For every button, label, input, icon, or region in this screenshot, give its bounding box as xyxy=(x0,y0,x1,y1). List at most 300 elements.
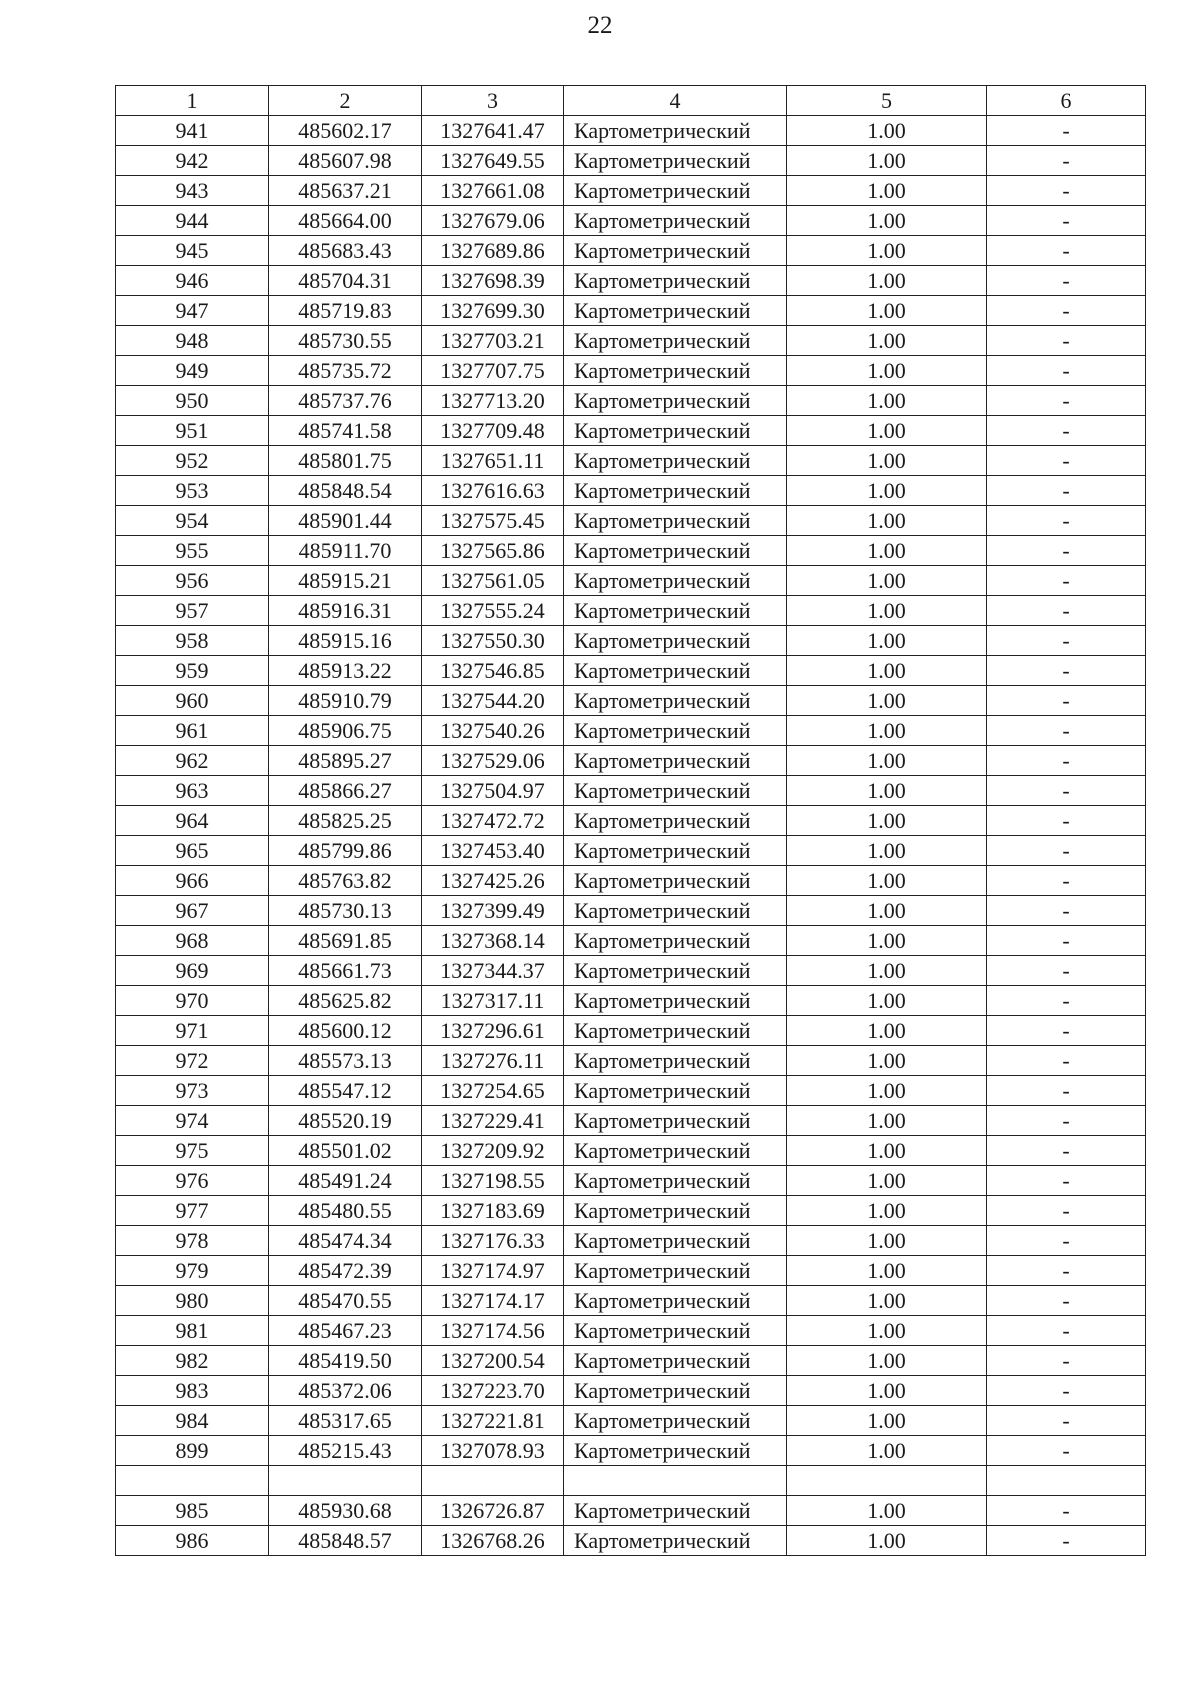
y-coordinate-cell: 1327651.11 xyxy=(422,446,564,476)
point-number-cell: 947 xyxy=(116,296,269,326)
y-coordinate-cell: 1327565.86 xyxy=(422,536,564,566)
header-row xyxy=(116,86,1146,116)
header-cell-4: 4 xyxy=(564,86,787,116)
accuracy-cell: 1.00 xyxy=(787,116,987,146)
method-cell: Картометрический xyxy=(564,926,787,956)
accuracy-cell: 1.00 xyxy=(787,1496,987,1526)
y-coordinate-cell: 1327561.05 xyxy=(422,566,564,596)
note-cell: - xyxy=(987,1226,1146,1256)
accuracy-cell: 1.00 xyxy=(787,326,987,356)
point-number-cell: 952 xyxy=(116,446,269,476)
point-number-cell: 973 xyxy=(116,1076,269,1106)
point-number-cell: 965 xyxy=(116,836,269,866)
x-coordinate-cell: 485910.79 xyxy=(269,686,422,716)
y-coordinate-cell: 1327679.06 xyxy=(422,206,564,236)
y-coordinate-cell: 1327713.20 xyxy=(422,386,564,416)
x-coordinate-cell: 485661.73 xyxy=(269,956,422,986)
x-coordinate-cell: 485637.21 xyxy=(269,176,422,206)
point-number-cell: 955 xyxy=(116,536,269,566)
point-number-cell: 967 xyxy=(116,896,269,926)
note-cell: - xyxy=(987,1346,1146,1376)
note-cell: - xyxy=(987,1016,1146,1046)
point-number-cell: 983 xyxy=(116,1376,269,1406)
x-coordinate-cell: 485600.12 xyxy=(269,1016,422,1046)
x-coordinate-cell: 485799.86 xyxy=(269,836,422,866)
x-coordinate-cell: 485520.19 xyxy=(269,1106,422,1136)
y-coordinate-cell: 1327209.92 xyxy=(422,1136,564,1166)
method-cell: Картометрический xyxy=(564,1256,787,1286)
x-coordinate-cell: 485916.31 xyxy=(269,596,422,626)
table-row xyxy=(116,806,1146,836)
note-cell: - xyxy=(987,776,1146,806)
note-cell: - xyxy=(987,716,1146,746)
point-number-cell: 899 xyxy=(116,1436,269,1466)
x-coordinate-cell: 485625.82 xyxy=(269,986,422,1016)
point-number-cell: 957 xyxy=(116,596,269,626)
accuracy-cell: 1.00 xyxy=(787,986,987,1016)
note-cell: - xyxy=(987,356,1146,386)
x-coordinate-cell: 485215.43 xyxy=(269,1436,422,1466)
method-cell: Картометрический xyxy=(564,176,787,206)
method-cell: Картометрический xyxy=(564,146,787,176)
header-cell-1: 1 xyxy=(116,86,269,116)
x-coordinate-cell: 485906.75 xyxy=(269,716,422,746)
table-row xyxy=(116,1286,1146,1316)
x-coordinate-cell: 485848.54 xyxy=(269,476,422,506)
accuracy-cell: 1.00 xyxy=(787,896,987,926)
table-row xyxy=(116,866,1146,896)
point-number-cell: 966 xyxy=(116,866,269,896)
method-cell: Картометрический xyxy=(564,1076,787,1106)
header-cell-6: 6 xyxy=(987,86,1146,116)
y-coordinate-cell: 1327176.33 xyxy=(422,1226,564,1256)
y-coordinate-cell: 1327699.30 xyxy=(422,296,564,326)
x-coordinate-cell: 485474.34 xyxy=(269,1226,422,1256)
accuracy-cell: 1.00 xyxy=(787,1316,987,1346)
point-number-cell: 948 xyxy=(116,326,269,356)
table-row xyxy=(116,1256,1146,1286)
method-cell: Картометрический xyxy=(564,1136,787,1166)
note-cell: - xyxy=(987,1286,1146,1316)
method-cell: Картометрический xyxy=(564,866,787,896)
table-row xyxy=(116,776,1146,806)
y-coordinate-cell: 1327229.41 xyxy=(422,1106,564,1136)
y-coordinate-cell: 1327540.26 xyxy=(422,716,564,746)
table-row xyxy=(116,1076,1146,1106)
method-cell: Картометрический xyxy=(564,356,787,386)
point-number-cell: 982 xyxy=(116,1346,269,1376)
accuracy-cell: 1.00 xyxy=(787,596,987,626)
point-number-cell: 968 xyxy=(116,926,269,956)
accuracy-cell: 1.00 xyxy=(787,806,987,836)
point-number-cell: 956 xyxy=(116,566,269,596)
point-number-cell: 951 xyxy=(116,416,269,446)
accuracy-cell: 1.00 xyxy=(787,536,987,566)
method-cell: Картометрический xyxy=(564,956,787,986)
point-number-cell: 944 xyxy=(116,206,269,236)
method-cell: Картометрический xyxy=(564,1406,787,1436)
point-number-cell: 960 xyxy=(116,686,269,716)
point-number-cell: 962 xyxy=(116,746,269,776)
accuracy-cell: 1.00 xyxy=(787,236,987,266)
x-coordinate-cell: 485913.22 xyxy=(269,656,422,686)
x-coordinate-cell: 485763.82 xyxy=(269,866,422,896)
table-row xyxy=(116,146,1146,176)
point-number-cell: 959 xyxy=(116,656,269,686)
table-row xyxy=(116,1166,1146,1196)
method-cell: Картометрический xyxy=(564,1376,787,1406)
table-row xyxy=(116,1496,1146,1526)
accuracy-cell: 1.00 xyxy=(787,1136,987,1166)
point-number-cell: 969 xyxy=(116,956,269,986)
table-row xyxy=(116,956,1146,986)
method-cell: Картометрический xyxy=(564,506,787,536)
table-row xyxy=(116,716,1146,746)
y-coordinate-cell: 1327078.93 xyxy=(422,1436,564,1466)
table-row xyxy=(116,896,1146,926)
y-coordinate-cell: 1327544.20 xyxy=(422,686,564,716)
accuracy-cell: 1.00 xyxy=(787,926,987,956)
x-coordinate-cell: 485730.13 xyxy=(269,896,422,926)
accuracy-cell: 1.00 xyxy=(787,746,987,776)
method-cell: Картометрический xyxy=(564,806,787,836)
page-number: 22 xyxy=(587,12,613,39)
accuracy-cell: 1.00 xyxy=(787,1076,987,1106)
table-row xyxy=(116,1406,1146,1436)
y-coordinate-cell: 1327221.81 xyxy=(422,1406,564,1436)
method-cell: Картометрический xyxy=(564,1196,787,1226)
accuracy-cell: 1.00 xyxy=(787,866,987,896)
x-coordinate-cell: 485467.23 xyxy=(269,1316,422,1346)
note-cell: - xyxy=(987,836,1146,866)
note-cell: - xyxy=(987,116,1146,146)
method-cell: Картометрический xyxy=(564,1106,787,1136)
table-row xyxy=(116,1316,1146,1346)
note-cell: - xyxy=(987,866,1146,896)
y-coordinate-cell: 1327504.97 xyxy=(422,776,564,806)
method-cell: Картометрический xyxy=(564,1286,787,1316)
x-coordinate-cell: 485491.24 xyxy=(269,1166,422,1196)
table-row xyxy=(116,986,1146,1016)
method-cell: Картометрический xyxy=(564,1316,787,1346)
x-coordinate-cell: 485704.31 xyxy=(269,266,422,296)
method-cell: Картометрический xyxy=(564,656,787,686)
method-cell: Картометрический xyxy=(564,716,787,746)
table-row xyxy=(116,176,1146,206)
note-cell: - xyxy=(987,236,1146,266)
method-cell: Картометрический xyxy=(564,1496,787,1526)
point-number-cell: 942 xyxy=(116,146,269,176)
accuracy-cell xyxy=(787,1466,987,1496)
accuracy-cell: 1.00 xyxy=(787,1016,987,1046)
table-row xyxy=(116,1136,1146,1166)
method-cell: Картометрический xyxy=(564,686,787,716)
x-coordinate-cell: 485735.72 xyxy=(269,356,422,386)
table-row xyxy=(116,1376,1146,1406)
y-coordinate-cell: 1327472.72 xyxy=(422,806,564,836)
note-cell: - xyxy=(987,296,1146,326)
table-row xyxy=(116,116,1146,146)
method-cell: Картометрический xyxy=(564,1436,787,1466)
table-row xyxy=(116,1466,1146,1496)
method-cell: Картометрический xyxy=(564,1046,787,1076)
x-coordinate-cell: 485683.43 xyxy=(269,236,422,266)
y-coordinate-cell: 1326768.26 xyxy=(422,1526,564,1556)
y-coordinate-cell: 1327550.30 xyxy=(422,626,564,656)
table-row xyxy=(116,266,1146,296)
table-row xyxy=(116,206,1146,236)
accuracy-cell: 1.00 xyxy=(787,296,987,326)
note-cell: - xyxy=(987,206,1146,236)
point-number-cell: 977 xyxy=(116,1196,269,1226)
method-cell: Картометрический xyxy=(564,566,787,596)
table-row xyxy=(116,326,1146,356)
method-cell: Картометрический xyxy=(564,626,787,656)
accuracy-cell: 1.00 xyxy=(787,1286,987,1316)
method-cell: Картометрический xyxy=(564,296,787,326)
note-cell: - xyxy=(987,806,1146,836)
point-number-cell: 941 xyxy=(116,116,269,146)
accuracy-cell: 1.00 xyxy=(787,1046,987,1076)
note-cell: - xyxy=(987,536,1146,566)
table-row xyxy=(116,386,1146,416)
table-row xyxy=(116,296,1146,326)
y-coordinate-cell: 1327183.69 xyxy=(422,1196,564,1226)
note-cell: - xyxy=(987,1166,1146,1196)
note-cell: - xyxy=(987,686,1146,716)
note-cell: - xyxy=(987,266,1146,296)
table-row xyxy=(116,686,1146,716)
point-number-cell: 976 xyxy=(116,1166,269,1196)
y-coordinate-cell: 1327399.49 xyxy=(422,896,564,926)
header-cell-3: 3 xyxy=(422,86,564,116)
coordinates-table xyxy=(115,85,1146,1556)
point-number-cell: 963 xyxy=(116,776,269,806)
y-coordinate-cell: 1327198.55 xyxy=(422,1166,564,1196)
x-coordinate-cell: 485472.39 xyxy=(269,1256,422,1286)
header-cell-5: 5 xyxy=(787,86,987,116)
note-cell: - xyxy=(987,986,1146,1016)
y-coordinate-cell: 1327344.37 xyxy=(422,956,564,986)
note-cell: - xyxy=(987,746,1146,776)
accuracy-cell: 1.00 xyxy=(787,1376,987,1406)
table-row xyxy=(116,1196,1146,1226)
accuracy-cell: 1.00 xyxy=(787,1406,987,1436)
point-number-cell: 949 xyxy=(116,356,269,386)
method-cell: Картометрический xyxy=(564,1346,787,1376)
point-number-cell: 972 xyxy=(116,1046,269,1076)
y-coordinate-cell: 1327661.08 xyxy=(422,176,564,206)
table-row xyxy=(116,626,1146,656)
accuracy-cell: 1.00 xyxy=(787,656,987,686)
method-cell: Картометрический xyxy=(564,386,787,416)
method-cell xyxy=(564,1466,787,1496)
x-coordinate-cell: 485901.44 xyxy=(269,506,422,536)
note-cell: - xyxy=(987,506,1146,536)
table-row xyxy=(116,566,1146,596)
y-coordinate-cell: 1327689.86 xyxy=(422,236,564,266)
y-coordinate-cell xyxy=(422,1466,564,1496)
method-cell: Картометрический xyxy=(564,236,787,266)
table-row xyxy=(116,536,1146,566)
note-cell: - xyxy=(987,1046,1146,1076)
table-row xyxy=(116,1106,1146,1136)
accuracy-cell: 1.00 xyxy=(787,956,987,986)
accuracy-cell: 1.00 xyxy=(787,1226,987,1256)
note-cell: - xyxy=(987,1406,1146,1436)
note-cell: - xyxy=(987,386,1146,416)
note-cell: - xyxy=(987,1526,1146,1556)
point-number-cell: 953 xyxy=(116,476,269,506)
accuracy-cell: 1.00 xyxy=(787,836,987,866)
x-coordinate-cell: 485719.83 xyxy=(269,296,422,326)
y-coordinate-cell: 1327296.61 xyxy=(422,1016,564,1046)
x-coordinate-cell: 485573.13 xyxy=(269,1046,422,1076)
x-coordinate-cell xyxy=(269,1466,422,1496)
accuracy-cell: 1.00 xyxy=(787,686,987,716)
x-coordinate-cell: 485915.16 xyxy=(269,626,422,656)
table-row xyxy=(116,1346,1146,1376)
x-coordinate-cell: 485317.65 xyxy=(269,1406,422,1436)
note-cell: - xyxy=(987,1256,1146,1286)
point-number-cell: 954 xyxy=(116,506,269,536)
x-coordinate-cell: 485419.50 xyxy=(269,1346,422,1376)
note-cell: - xyxy=(987,596,1146,626)
method-cell: Картометрический xyxy=(564,326,787,356)
method-cell: Картометрический xyxy=(564,1016,787,1046)
accuracy-cell: 1.00 xyxy=(787,716,987,746)
table-row xyxy=(116,416,1146,446)
table-row xyxy=(116,1226,1146,1256)
accuracy-cell: 1.00 xyxy=(787,446,987,476)
x-coordinate-cell: 485911.70 xyxy=(269,536,422,566)
y-coordinate-cell: 1327555.24 xyxy=(422,596,564,626)
point-number-cell: 961 xyxy=(116,716,269,746)
note-cell: - xyxy=(987,1376,1146,1406)
note-cell: - xyxy=(987,1436,1146,1466)
x-coordinate-cell: 485607.98 xyxy=(269,146,422,176)
note-cell: - xyxy=(987,896,1146,926)
table-row xyxy=(116,446,1146,476)
y-coordinate-cell: 1327529.06 xyxy=(422,746,564,776)
note-cell xyxy=(987,1466,1146,1496)
y-coordinate-cell: 1327546.85 xyxy=(422,656,564,686)
accuracy-cell: 1.00 xyxy=(787,416,987,446)
y-coordinate-cell: 1326726.87 xyxy=(422,1496,564,1526)
y-coordinate-cell: 1327317.11 xyxy=(422,986,564,1016)
note-cell: - xyxy=(987,1076,1146,1106)
point-number-cell: 943 xyxy=(116,176,269,206)
y-coordinate-cell: 1327174.97 xyxy=(422,1256,564,1286)
table-row xyxy=(116,1526,1146,1556)
point-number-cell: 980 xyxy=(116,1286,269,1316)
method-cell: Картометрический xyxy=(564,206,787,236)
x-coordinate-cell: 485691.85 xyxy=(269,926,422,956)
table-row xyxy=(116,1046,1146,1076)
x-coordinate-cell: 485848.57 xyxy=(269,1526,422,1556)
x-coordinate-cell: 485547.12 xyxy=(269,1076,422,1106)
point-number-cell: 950 xyxy=(116,386,269,416)
method-cell: Картометрический xyxy=(564,266,787,296)
method-cell: Картометрический xyxy=(564,476,787,506)
y-coordinate-cell: 1327709.48 xyxy=(422,416,564,446)
y-coordinate-cell: 1327200.54 xyxy=(422,1346,564,1376)
point-number-cell: 970 xyxy=(116,986,269,1016)
y-coordinate-cell: 1327707.75 xyxy=(422,356,564,386)
note-cell: - xyxy=(987,626,1146,656)
point-number-cell: 981 xyxy=(116,1316,269,1346)
accuracy-cell: 1.00 xyxy=(787,566,987,596)
table-row xyxy=(116,356,1146,386)
x-coordinate-cell: 485372.06 xyxy=(269,1376,422,1406)
y-coordinate-cell: 1327276.11 xyxy=(422,1046,564,1076)
note-cell: - xyxy=(987,656,1146,686)
x-coordinate-cell: 485480.55 xyxy=(269,1196,422,1226)
accuracy-cell: 1.00 xyxy=(787,1526,987,1556)
x-coordinate-cell: 485741.58 xyxy=(269,416,422,446)
accuracy-cell: 1.00 xyxy=(787,386,987,416)
accuracy-cell: 1.00 xyxy=(787,356,987,386)
point-number-cell: 978 xyxy=(116,1226,269,1256)
y-coordinate-cell: 1327223.70 xyxy=(422,1376,564,1406)
table-row xyxy=(116,656,1146,686)
y-coordinate-cell: 1327703.21 xyxy=(422,326,564,356)
y-coordinate-cell: 1327575.45 xyxy=(422,506,564,536)
note-cell: - xyxy=(987,176,1146,206)
y-coordinate-cell: 1327698.39 xyxy=(422,266,564,296)
accuracy-cell: 1.00 xyxy=(787,1436,987,1466)
point-number-cell xyxy=(116,1466,269,1496)
method-cell: Картометрический xyxy=(564,746,787,776)
x-coordinate-cell: 485866.27 xyxy=(269,776,422,806)
table-header xyxy=(116,86,1146,116)
x-coordinate-cell: 485915.21 xyxy=(269,566,422,596)
note-cell: - xyxy=(987,326,1146,356)
method-cell: Картометрический xyxy=(564,1526,787,1556)
y-coordinate-cell: 1327254.65 xyxy=(422,1076,564,1106)
table-row xyxy=(116,836,1146,866)
x-coordinate-cell: 485501.02 xyxy=(269,1136,422,1166)
point-number-cell: 974 xyxy=(116,1106,269,1136)
x-coordinate-cell: 485930.68 xyxy=(269,1496,422,1526)
point-number-cell: 985 xyxy=(116,1496,269,1526)
x-coordinate-cell: 485801.75 xyxy=(269,446,422,476)
table-row xyxy=(116,596,1146,626)
x-coordinate-cell: 485825.25 xyxy=(269,806,422,836)
method-cell: Картометрический xyxy=(564,836,787,866)
x-coordinate-cell: 485730.55 xyxy=(269,326,422,356)
note-cell: - xyxy=(987,476,1146,506)
accuracy-cell: 1.00 xyxy=(787,506,987,536)
y-coordinate-cell: 1327174.17 xyxy=(422,1286,564,1316)
accuracy-cell: 1.00 xyxy=(787,1196,987,1226)
point-number-cell: 958 xyxy=(116,626,269,656)
note-cell: - xyxy=(987,926,1146,956)
method-cell: Картометрический xyxy=(564,776,787,806)
note-cell: - xyxy=(987,416,1146,446)
table-row xyxy=(116,1436,1146,1466)
table-row xyxy=(116,476,1146,506)
accuracy-cell: 1.00 xyxy=(787,476,987,506)
x-coordinate-cell: 485602.17 xyxy=(269,116,422,146)
y-coordinate-cell: 1327174.56 xyxy=(422,1316,564,1346)
note-cell: - xyxy=(987,446,1146,476)
table-body xyxy=(116,116,1146,1556)
note-cell: - xyxy=(987,1196,1146,1226)
table-row xyxy=(116,236,1146,266)
y-coordinate-cell: 1327616.63 xyxy=(422,476,564,506)
point-number-cell: 979 xyxy=(116,1256,269,1286)
